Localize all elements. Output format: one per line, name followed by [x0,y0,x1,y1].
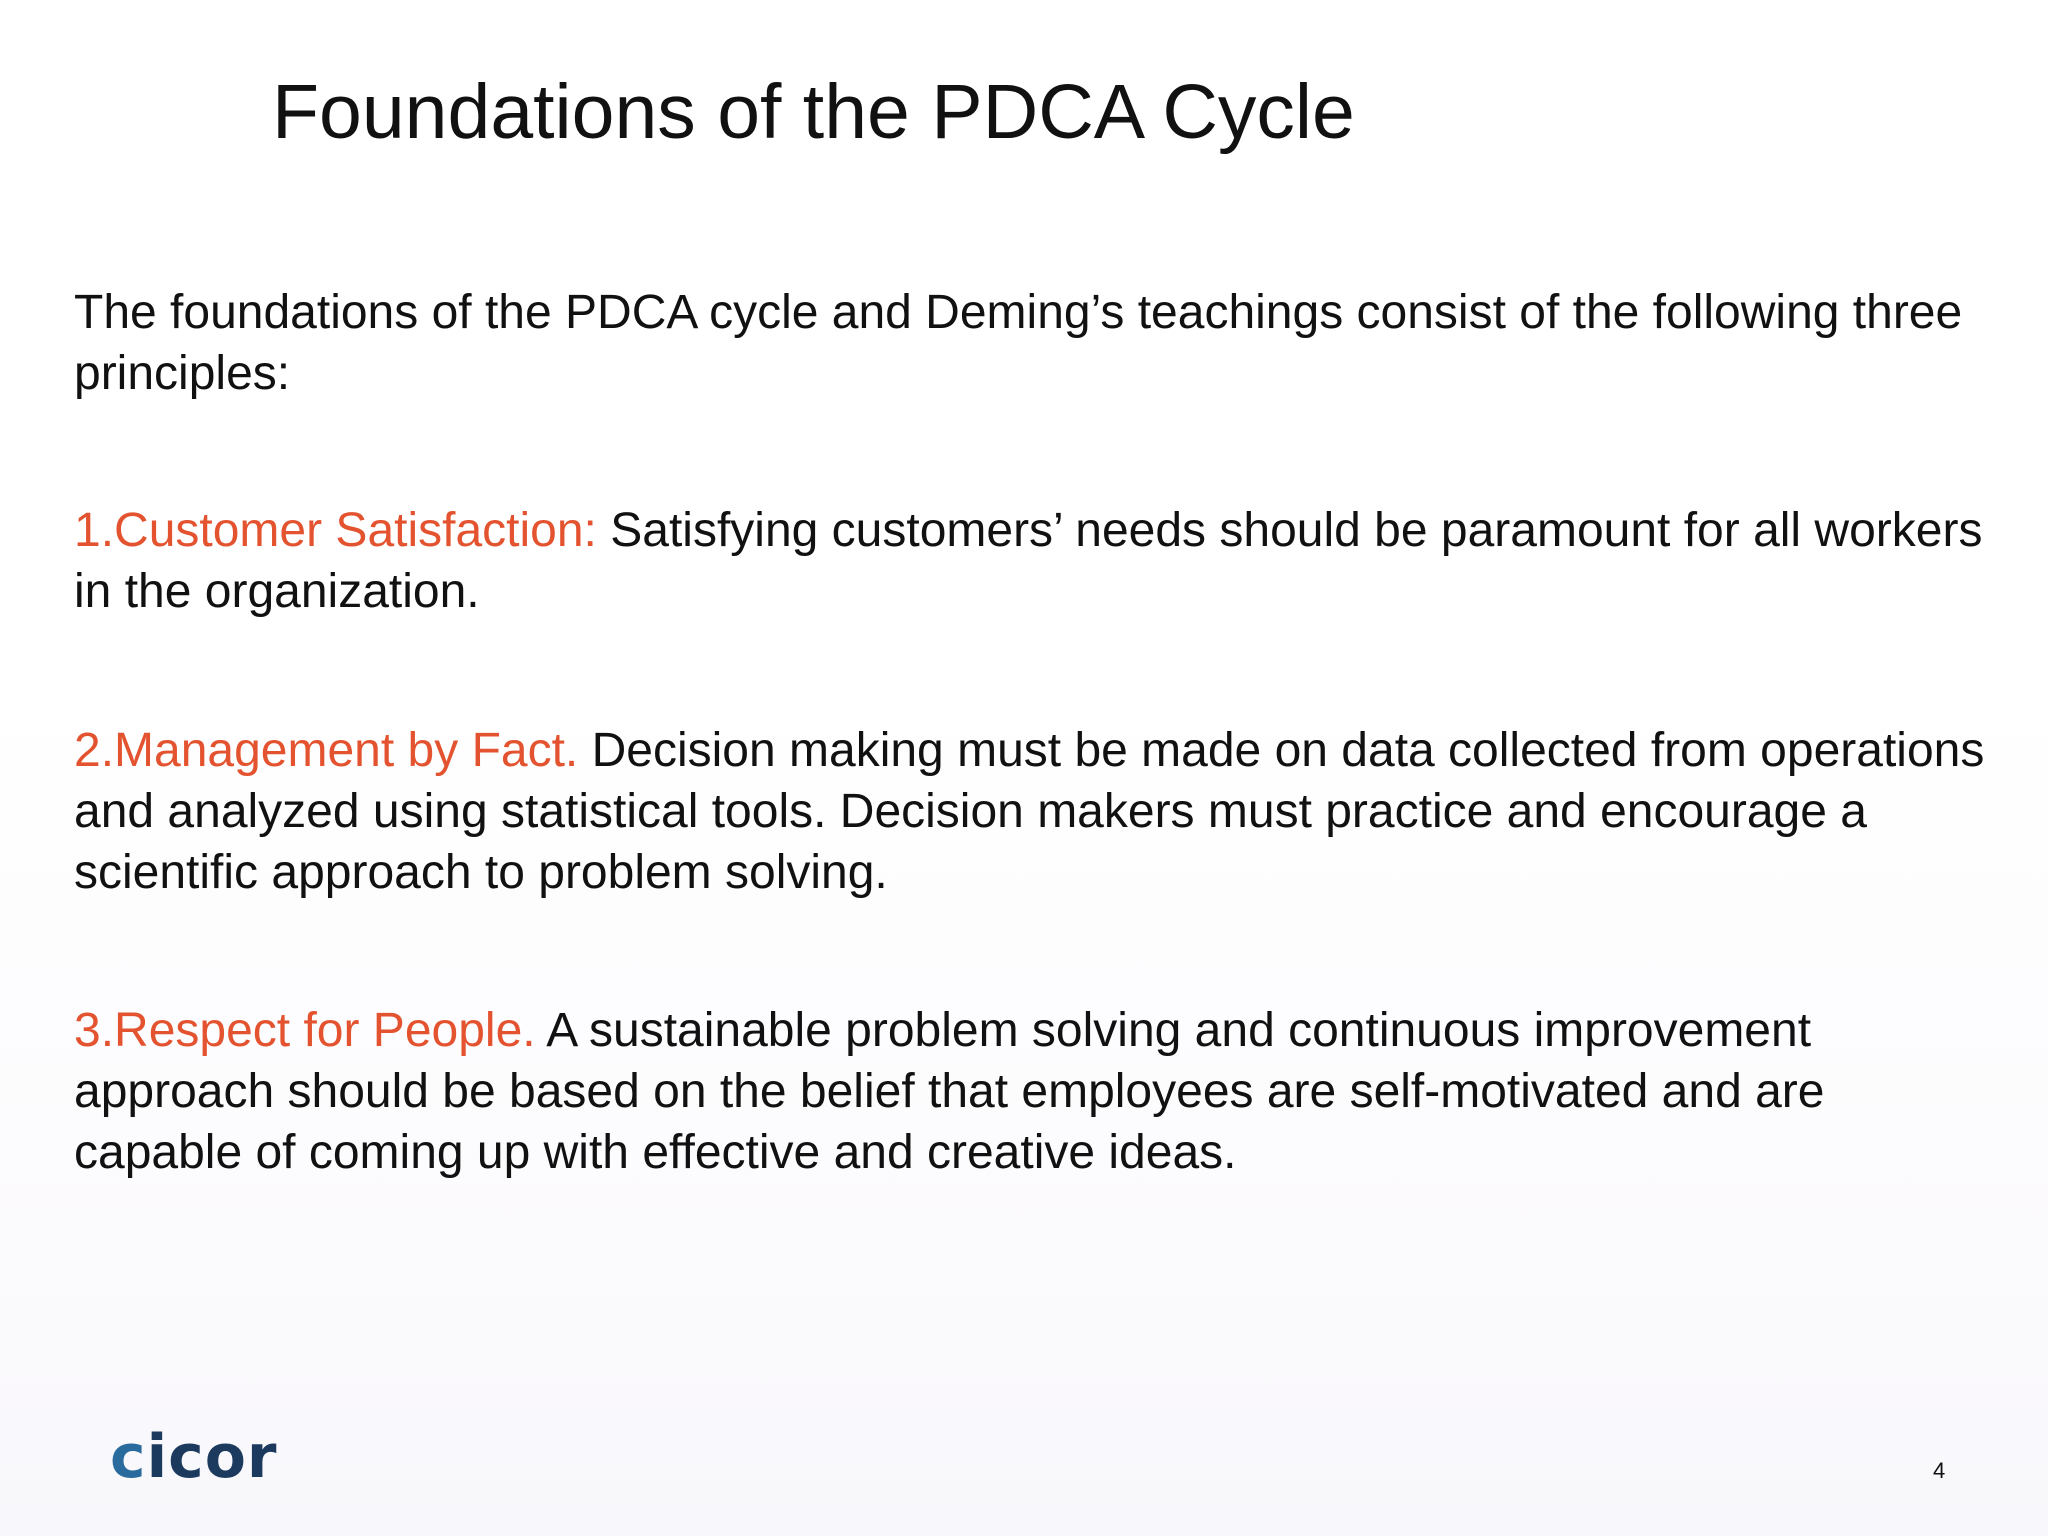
principle-3-label: 3.Respect for People. [74,1004,536,1057]
intro-paragraph: The foundations of the PDCA cycle and Deming’s teachings consist of the following three principles: [74,286,1963,400]
principle-3-text: A sustainable problem solving and continuous improvement approach should be based on the belief that employees are self-motivated and are capable of coming up with effective and creative ideas. [74,1004,1825,1179]
cicor-logo [110,1422,278,1492]
principle-1-label: 1.Customer Satisfaction: [74,504,597,557]
slide-title: Foundations of the PDCA Cycle [272,69,1355,155]
principle-2-text: Decision making must be made on data collected from operations and analyzed using statistical tools. Decision makers must practice and encourage a scientific approach to problem solving. [74,724,1985,899]
principle-1 [74,500,2004,622]
page-number: 4 [1933,1458,1946,1483]
principle-1-text: Satisfying customers’ needs should be paramount for all workers in the organization. [74,504,1983,618]
logo-rest: icor [146,1422,278,1492]
logo-first-letter: c [110,1422,147,1492]
principle-2 [74,720,2004,903]
principle-3 [74,1000,2004,1183]
principle-2-label: 2.Management by Fact. [74,724,579,777]
